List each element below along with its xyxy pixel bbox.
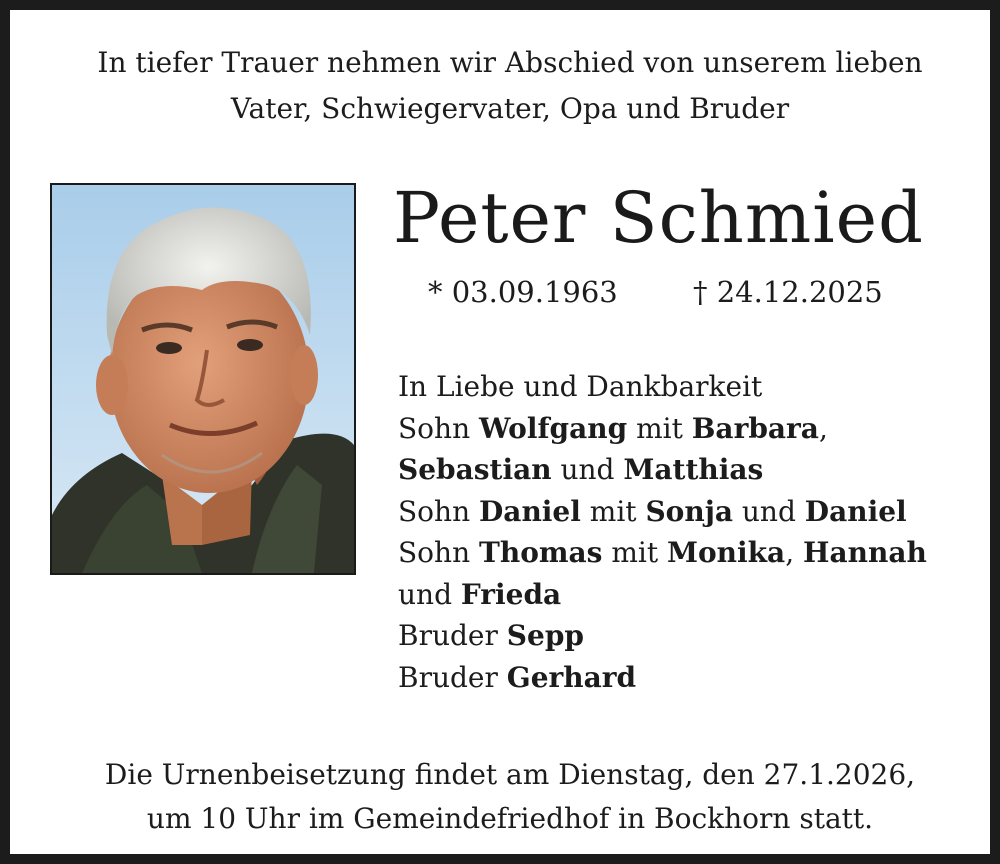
burial-line-1: Die Urnenbeisetzung findet am Dienstag, den 27.1.2026, bbox=[104, 758, 916, 791]
mourner-name: Wolfgang bbox=[479, 411, 628, 445]
mourners-line bbox=[398, 574, 927, 616]
mourners-line bbox=[398, 657, 927, 699]
mourners-line bbox=[398, 532, 927, 574]
death-date: † 24.12.2025 bbox=[693, 275, 883, 309]
connector-text: mit bbox=[627, 411, 692, 445]
connector-text: , bbox=[818, 411, 828, 445]
relation-label: Bruder bbox=[398, 660, 507, 694]
deceased-name: Peter Schmied bbox=[393, 177, 924, 259]
mourners-line bbox=[398, 491, 927, 533]
mourner-name: Matthias bbox=[623, 453, 764, 486]
mourner-name: Monika bbox=[666, 536, 786, 569]
mourner-name: Barbara bbox=[691, 411, 819, 445]
connector-text: und bbox=[398, 577, 461, 611]
connector-text: , bbox=[785, 536, 804, 569]
relation-label: Sohn bbox=[398, 411, 480, 445]
birth-date: * 03.09.1963 bbox=[428, 275, 618, 309]
mourners-line bbox=[398, 449, 927, 491]
mourner-name: Sepp bbox=[506, 619, 584, 652]
intro-line-2: Vater, Schwiegervater, Opa und Bruder bbox=[230, 92, 790, 125]
mourner-name: Frieda bbox=[460, 577, 562, 611]
connector-text: mit bbox=[602, 536, 667, 569]
relation-label: Bruder bbox=[398, 619, 507, 652]
mourner-name: Daniel bbox=[804, 494, 907, 528]
mourners-line bbox=[398, 615, 927, 657]
intro-line-1: In tiefer Trauer nehmen wir Abschied von unserem lieben bbox=[97, 46, 923, 79]
mourner-name: Gerhard bbox=[506, 660, 637, 694]
connector-text: und bbox=[732, 494, 805, 528]
portrait-photo bbox=[50, 183, 356, 575]
mourner-name: Thomas bbox=[479, 536, 603, 569]
mourner-name: Sebastian bbox=[398, 453, 552, 486]
mourner-name: Daniel bbox=[479, 494, 581, 528]
mourner-name: Hannah bbox=[803, 536, 927, 569]
portrait-illustration bbox=[52, 185, 354, 573]
relation-label: Sohn bbox=[398, 536, 480, 569]
life-dates bbox=[428, 272, 883, 312]
intro-text bbox=[50, 40, 970, 132]
mourners-list bbox=[398, 366, 927, 698]
mourners-line bbox=[398, 408, 927, 450]
connector-text: und bbox=[551, 453, 624, 486]
relation-label: Sohn bbox=[398, 494, 480, 528]
burial-notice bbox=[50, 753, 970, 841]
mourner-name: Sonja bbox=[645, 494, 733, 528]
connector-text: mit bbox=[580, 494, 646, 528]
mourners-dedication: In Liebe und Dankbarkeit bbox=[398, 370, 763, 403]
mourners-line bbox=[398, 366, 927, 408]
burial-line-2: um 10 Uhr im Gemeindefriedhof in Bockhorn statt. bbox=[146, 802, 874, 835]
